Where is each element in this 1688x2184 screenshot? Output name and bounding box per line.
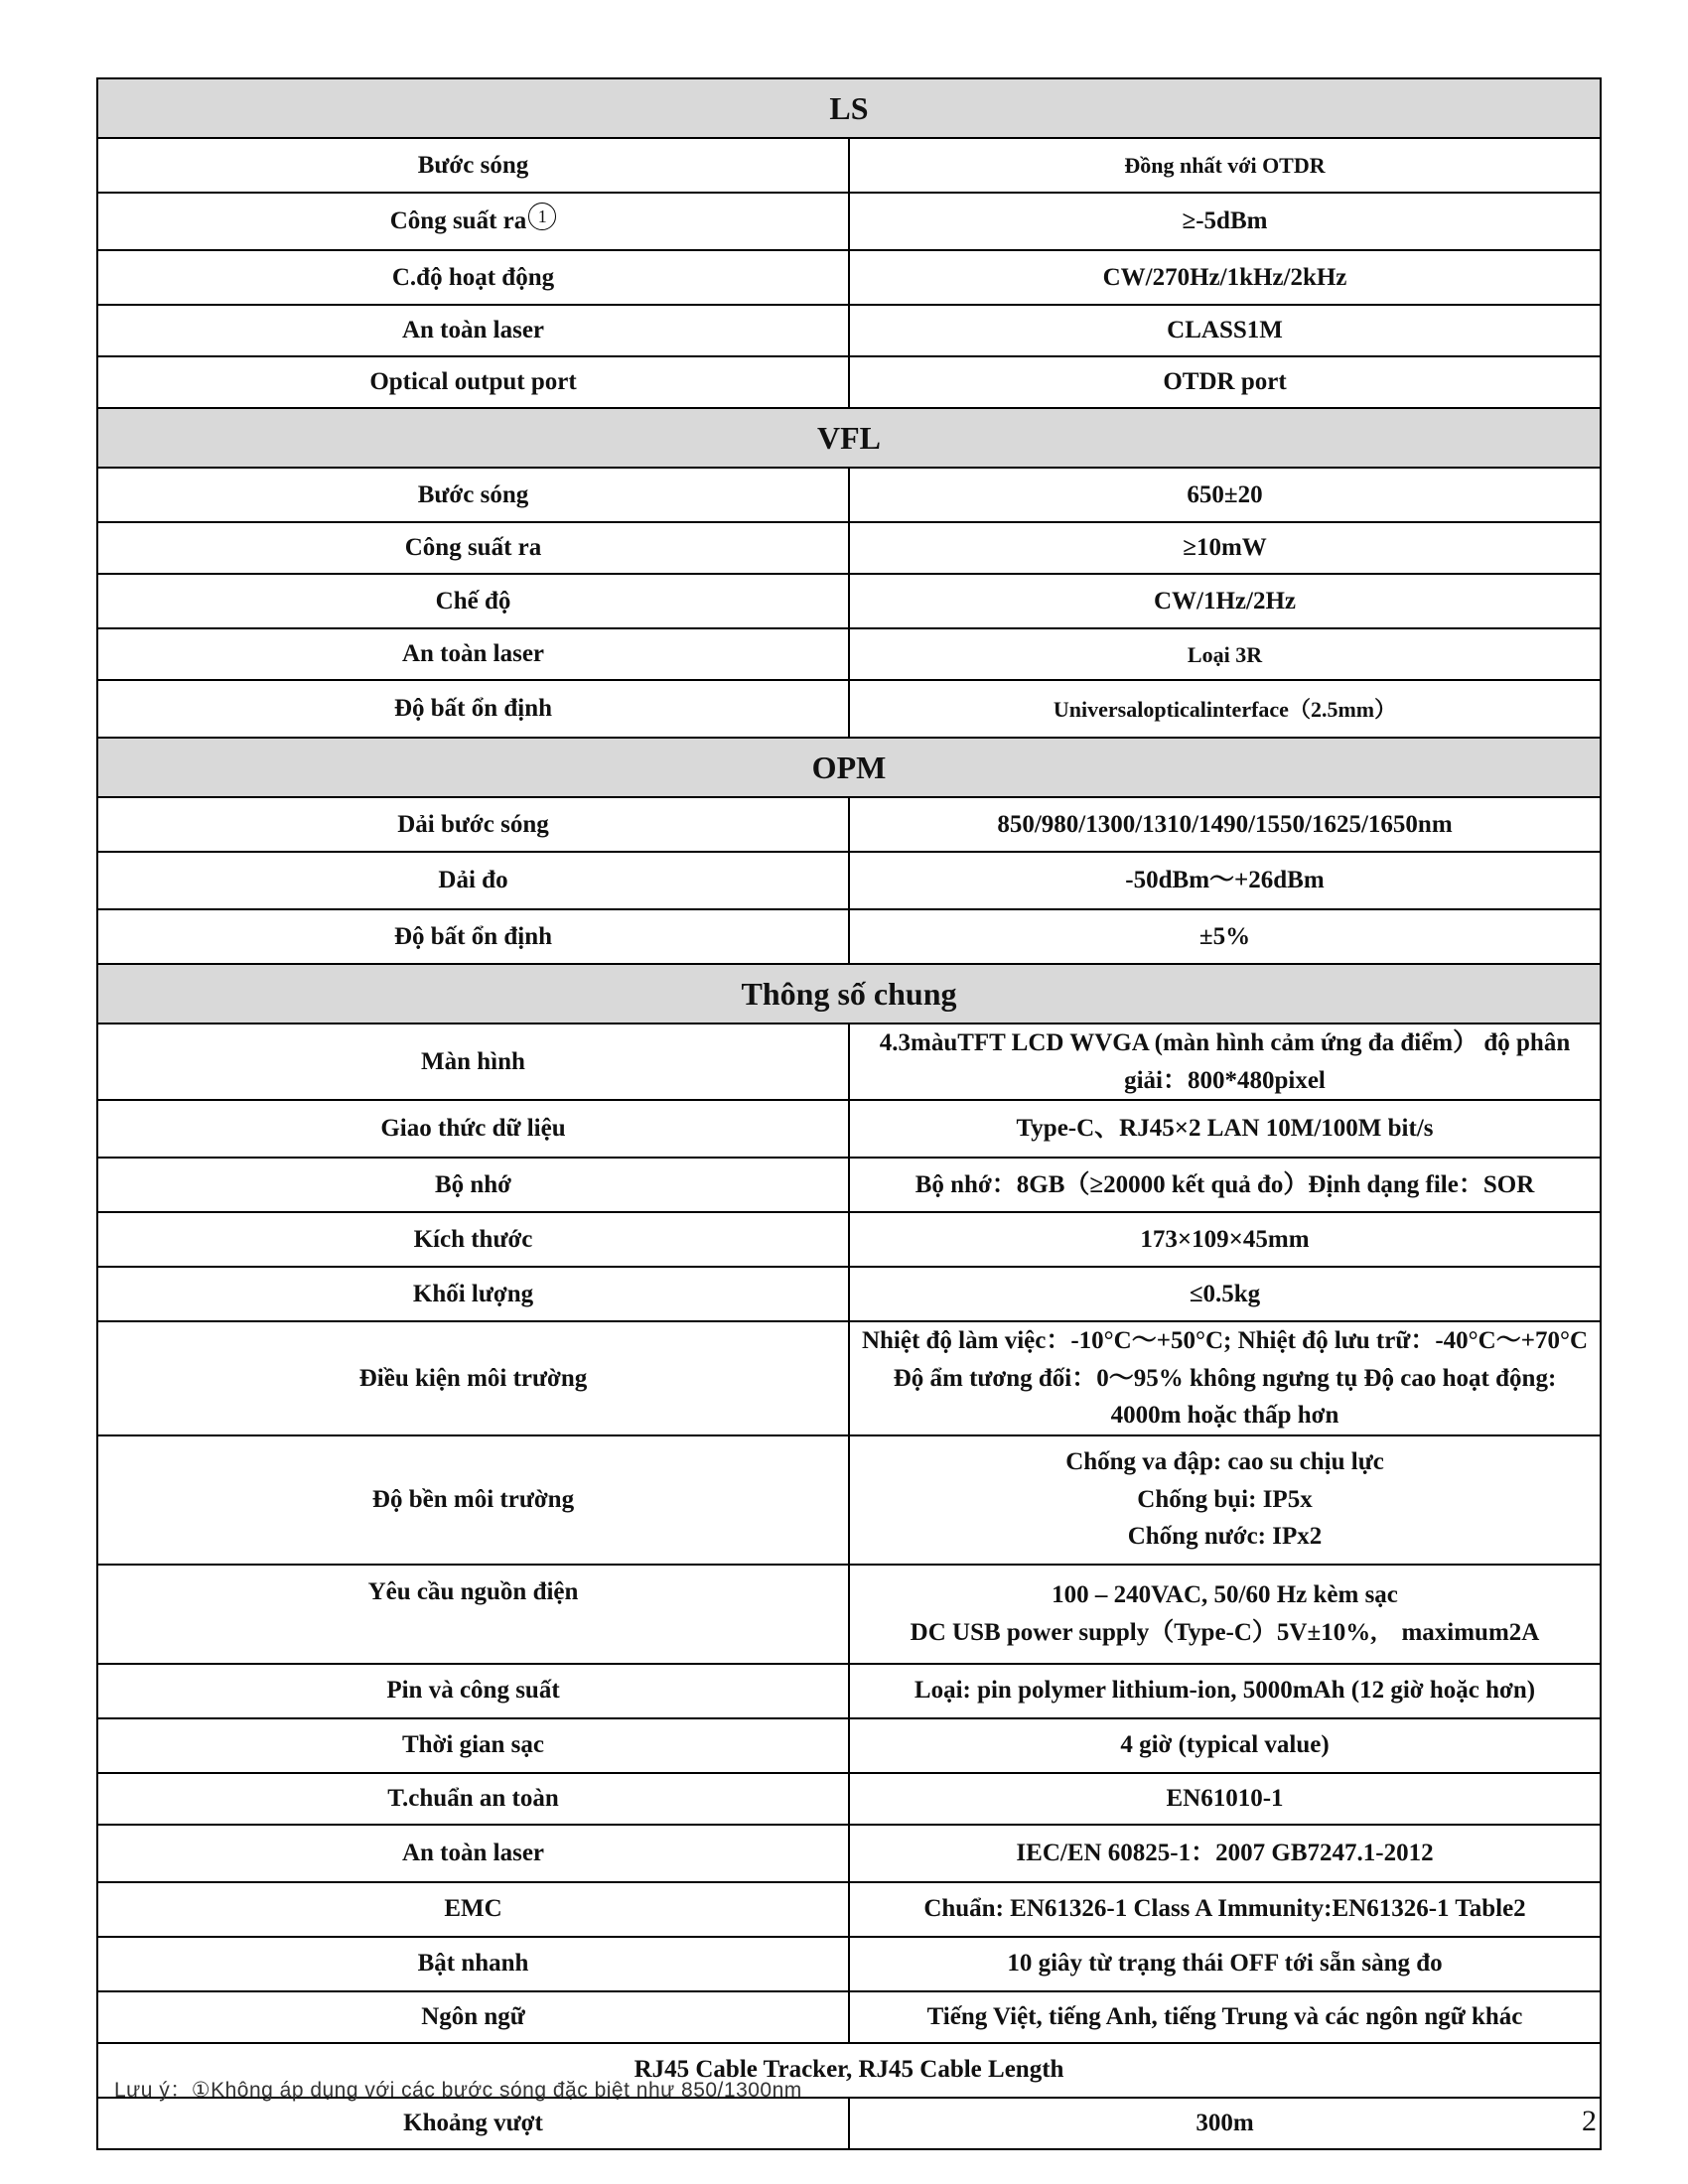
row-value: 300m: [849, 2098, 1601, 2149]
row-label: EMC: [97, 1882, 849, 1937]
table-row: [97, 574, 1601, 628]
row-value: IEC/EN 60825-1：2007 GB7247.1-2012: [849, 1825, 1601, 1882]
row-label: T.chuẩn an toàn: [97, 1773, 849, 1825]
table-row: [97, 1100, 1601, 1158]
row-value-line: Chống bụi: IP5x: [1137, 1485, 1313, 1513]
row-value: -50dBm～+26dBm: [849, 852, 1601, 909]
row-label: Bước sóng: [97, 138, 849, 193]
row-value-multiline: [849, 1435, 1601, 1565]
section-title: LS: [97, 78, 1601, 138]
table-row: [97, 1435, 1601, 1565]
row-value: Đồng nhất với OTDR: [849, 138, 1601, 193]
row-value: Chuẩn: EN61326-1 Class A Immunity:EN61326-1 Table2: [849, 1882, 1601, 1937]
table-row: [97, 1664, 1601, 1718]
table-row: [97, 680, 1601, 738]
section-title: Thông số chung: [97, 964, 1601, 1024]
row-value: OTDR port: [849, 356, 1601, 408]
row-label: Bộ nhớ: [97, 1158, 849, 1212]
table-row: [97, 909, 1601, 964]
row-value: EN61010-1: [849, 1773, 1601, 1825]
table-row: [97, 1321, 1601, 1435]
row-value: CLASS1M: [849, 305, 1601, 356]
section-title: VFL: [97, 408, 1601, 468]
row-label: Độ bất ổn định: [97, 680, 849, 738]
row-value: 4 giờ (typical value): [849, 1718, 1601, 1773]
table-row: [97, 250, 1601, 305]
table-row: [97, 2098, 1601, 2149]
table-row: [97, 1773, 1601, 1825]
row-value: 10 giây từ trạng thái OFF tới sẵn sàng đo: [849, 1937, 1601, 1991]
row-value: CW/270Hz/1kHz/2kHz: [849, 250, 1601, 305]
row-value: Universalopticalinterface（2.5mm）: [849, 680, 1601, 738]
section-header-opm: [97, 738, 1601, 797]
row-value: 173×109×45mm: [849, 1212, 1601, 1267]
row-label: Công suất ra: [97, 522, 849, 574]
table-row: [97, 628, 1601, 680]
table-row: [97, 1565, 1601, 1664]
row-value: Tiếng Việt, tiếng Anh, tiếng Trung và các ngôn ngữ khác: [849, 1991, 1601, 2043]
footnote-marker-icon: 1: [528, 203, 556, 230]
row-value: CW/1Hz/2Hz: [849, 574, 1601, 628]
row-value-multiline: [849, 1565, 1601, 1664]
row-value-line: Chống va đập: cao su chịu lực: [1065, 1448, 1384, 1476]
row-label: Optical output port: [97, 356, 849, 408]
row-label: Thời gian sạc: [97, 1718, 849, 1773]
table-row: [97, 356, 1601, 408]
row-label: Khối lượng: [97, 1267, 849, 1321]
footnote: Lưu ý：①Không áp dụng với các bước sóng đặc biệt như 850/1300nm: [114, 2079, 802, 2102]
row-value-line: DC USB power supply（Type-C）5V±10%, maximum2A: [910, 1618, 1540, 1646]
row-value: Loại 3R: [849, 628, 1601, 680]
row-label: Yêu cầu nguồn điện: [97, 1565, 849, 1664]
section-title: OPM: [97, 738, 1601, 797]
table-row: [97, 1991, 1601, 2043]
row-value: Loại: pin polymer lithium-ion, 5000mAh (12 giờ hoặc hơn): [849, 1664, 1601, 1718]
table-row: [97, 305, 1601, 356]
row-label: An toàn laser: [97, 1825, 849, 1882]
row-value-line: Nhiệt độ làm việc：-10°C～+50°C; Nhiệt độ lưu trữ：-40°C～+70°C: [861, 1327, 1589, 1354]
row-label: Dải bước sóng: [97, 797, 849, 852]
row-label: Giao thức dữ liệu: [97, 1100, 849, 1158]
row-value: 4.3màuTFT LCD WVGA (màn hình cảm ứng đa điểm） độ phân giải：800*480pixel: [849, 1024, 1601, 1100]
section-header-vfl: [97, 408, 1601, 468]
row-label: Khoảng vượt: [97, 2098, 849, 2149]
row-value-line: Độ ẩm tương đối：0～95% không ngưng tụ Độ cao hoạt động: 4000m hoặc thấp hơn: [893, 1364, 1557, 1429]
table-row: [97, 138, 1601, 193]
row-value: Type-C、RJ45×2 LAN 10M/100M bit/s: [849, 1100, 1601, 1158]
section-header-ls: [97, 78, 1601, 138]
table-row: [97, 1267, 1601, 1321]
page-number: 2: [1582, 2105, 1597, 2137]
section-header-general: [97, 964, 1601, 1024]
table-row: [97, 468, 1601, 522]
table-row: [97, 797, 1601, 852]
table-row: [97, 1882, 1601, 1937]
row-label: Ngôn ngữ: [97, 1991, 849, 2043]
row-label: Dải đo: [97, 852, 849, 909]
row-label: Màn hình: [97, 1024, 849, 1100]
row-label: Điều kiện môi trường: [97, 1321, 849, 1435]
row-value: 650±20: [849, 468, 1601, 522]
row-value-line: 100 – 240VAC, 50/60 Hz kèm sạc: [1052, 1581, 1398, 1608]
row-label: An toàn laser: [97, 628, 849, 680]
table-row: [97, 1212, 1601, 1267]
row-value: ≥10mW: [849, 522, 1601, 574]
row-label: An toàn laser: [97, 305, 849, 356]
row-value: ≤0.5kg: [849, 1267, 1601, 1321]
table-row: [97, 1718, 1601, 1773]
row-label: Bước sóng: [97, 468, 849, 522]
table-row: [97, 1937, 1601, 1991]
row-label: Kích thước: [97, 1212, 849, 1267]
row-value-line: Chống nước: IPx2: [1127, 1523, 1323, 1551]
section-title: RJ45 Cable Tracker, RJ45 Cable Length: [97, 2043, 1601, 2098]
row-label: Pin và công suất: [97, 1664, 849, 1718]
row-label: Độ bền môi trường: [97, 1435, 849, 1565]
row-value: ±5%: [849, 909, 1601, 964]
spec-table: [96, 77, 1602, 2150]
row-label: Công suất ra: [389, 207, 527, 235]
row-label: Độ bất ổn định: [97, 909, 849, 964]
table-row: [97, 1158, 1601, 1212]
table-row: [97, 193, 1601, 250]
table-row: [97, 1825, 1601, 1882]
row-label: C.độ hoạt động: [97, 250, 849, 305]
row-value: 850/980/1300/1310/1490/1550/1625/1650nm: [849, 797, 1601, 852]
row-label-cell: [97, 193, 849, 250]
row-value: Bộ nhớ：8GB（≥20000 kết quả đo）Định dạng file：SOR: [849, 1158, 1601, 1212]
table-row: [97, 1024, 1601, 1100]
row-label: Chế độ: [97, 574, 849, 628]
table-row: [97, 852, 1601, 909]
row-label: Bật nhanh: [97, 1937, 849, 1991]
row-value-multiline: [849, 1321, 1601, 1435]
table-row: [97, 522, 1601, 574]
row-value: ≥-5dBm: [849, 193, 1601, 250]
